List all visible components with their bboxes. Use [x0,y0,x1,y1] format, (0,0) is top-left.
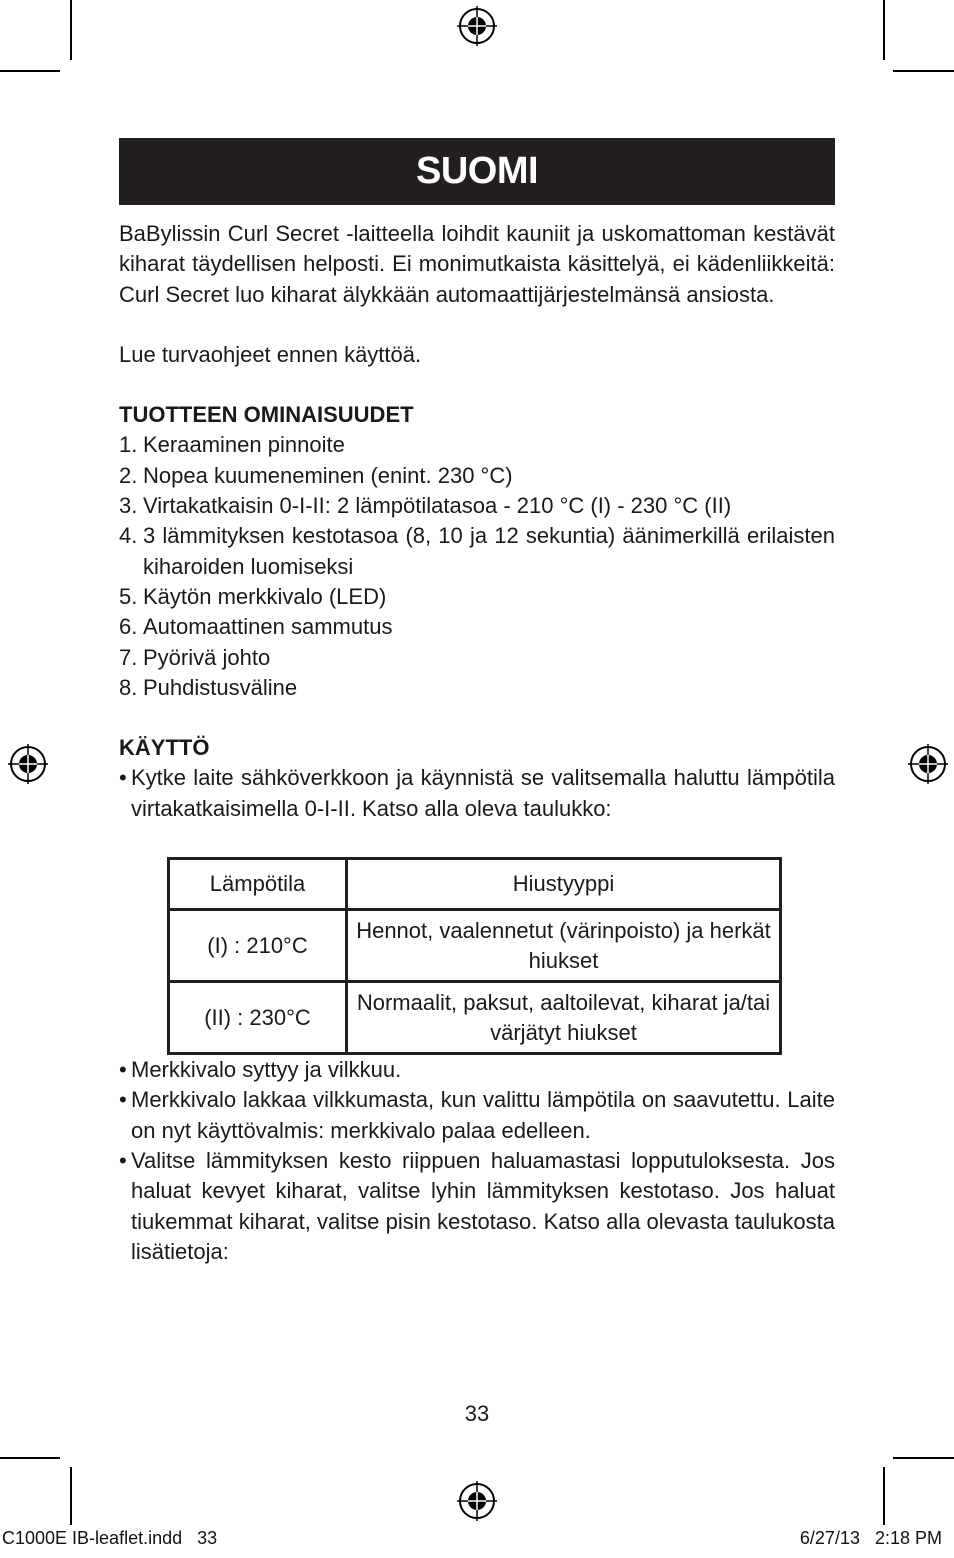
column-header: Hiustyyppi [347,859,781,910]
crop-mark [893,1457,954,1459]
list-item [119,430,835,460]
crop-mark [883,1467,885,1525]
crop-mark [893,70,954,72]
item-number: 7. [119,644,138,670]
crop-mark [0,1457,60,1459]
list-item [119,673,835,703]
item-number: 8. [119,674,138,700]
crop-mark [0,70,60,72]
item-number: 5. [119,583,138,609]
list-item [119,763,835,824]
item-text: Pyörivä johto [143,644,271,670]
item-text: Automaattinen sammutus [143,614,393,640]
registration-mark-icon [457,6,497,46]
table-cell: (II) : 230°C [169,982,347,1054]
registration-mark-icon [457,1481,497,1521]
features-list [119,430,835,703]
item-text: Merkkivalo lakkaa vilkkumasta, kun valittu lämpötila on saavutettu. Laite on nyt käyttövalmis: merkkivalo palaa edelleen. [131,1087,835,1143]
page-content [119,138,835,1267]
page-title: SUOMI [119,138,835,205]
intro-paragraph: BaBylissin Curl Secret -laitteella loihdit kauniit ja uskomattoman kestävät kiharat täydellisen helposti. Ei monimutkaista käsittelyä, ei kädenliikkeitä: Curl Secret luo kiharat älykkään automaattijärjestelmänsä ansiosta. [119,221,835,307]
item-number: 6. [119,614,138,640]
print-slug-file: C1000E IB-leaflet.indd 33 [2,1528,218,1548]
item-text: Nopea kuumeneminen (enint. 230 °C) [143,462,513,488]
table-cell: (I) : 210°C [169,910,347,982]
page-number: 33 [464,1401,490,1426]
table-row [169,910,781,982]
bullet-icon: • [119,1057,127,1083]
item-number: 3. [119,493,138,519]
crop-mark [70,0,72,60]
temperature-table [167,857,782,1055]
print-slug-timestamp: 6/27/13 2:18 PM [799,1528,942,1548]
list-item [119,1085,835,1146]
column-header: Lämpötila [169,859,347,910]
item-text: Keraaminen pinnoite [143,432,345,458]
item-number: 4. [119,523,138,549]
usage-intro-list [119,763,835,824]
list-item [119,461,835,491]
list-item [119,1055,835,1085]
list-item [119,582,835,612]
crop-mark [70,1467,72,1525]
bullet-icon: • [119,1147,127,1173]
item-number: 2. [119,462,138,488]
registration-mark-icon [8,744,48,784]
item-text: 3 lämmityksen kestotasoa (8, 10 ja 12 sekuntia) äänimerkillä erilaisten kiharoiden luomiseksi [143,523,835,579]
usage-steps-list [119,1055,835,1267]
table-row [169,982,781,1054]
list-item [119,1146,835,1267]
item-text: Merkkivalo syttyy ja vilkkuu. [131,1057,402,1083]
list-item [119,643,835,673]
list-item [119,491,835,521]
item-text: Valitse lämmityksen kesto riippuen haluamastasi lopputuloksesta. Jos haluat kevyet kiharat, valitse lyhin lämmityksen kestotaso. Jos haluat tiukemmat kiharat, valitse pisin kestotaso. Katso alla olevasta taulukosta lisätietoja: [131,1147,835,1264]
item-number: 1. [119,432,138,458]
crop-mark [883,0,885,60]
bullet-icon: • [119,765,127,791]
features-heading: TUOTTEEN OMINAISUUDET [119,402,414,428]
table-cell: Hennot, vaalennetut (värinpoisto) ja herkät hiukset [347,910,781,982]
item-text: Virtakatkaisin 0-I-II: 2 lämpötilatasoa - 210 °C (I) - 230 °C (II) [143,493,732,519]
list-item [119,612,835,642]
list-item [119,521,835,582]
item-text: Kytke laite sähköverkkoon ja käynnistä se valitsemalla haluttu lämpötila virtakatkaisimella 0-I-II. Katso alla oleva taulukko: [131,765,835,821]
item-text: Käytön merkkivalo (LED) [143,583,387,609]
table-header-row [169,859,781,910]
safety-note: Lue turvaohjeet ennen käyttöä. [119,341,422,367]
usage-heading: KÄYTTÖ [119,735,210,761]
bullet-icon: • [119,1087,127,1113]
table-cell: Normaalit, paksut, aaltoilevat, kiharat ja/tai värjätyt hiukset [347,982,781,1054]
item-text: Puhdistusväline [143,674,298,700]
registration-mark-icon [908,744,948,784]
